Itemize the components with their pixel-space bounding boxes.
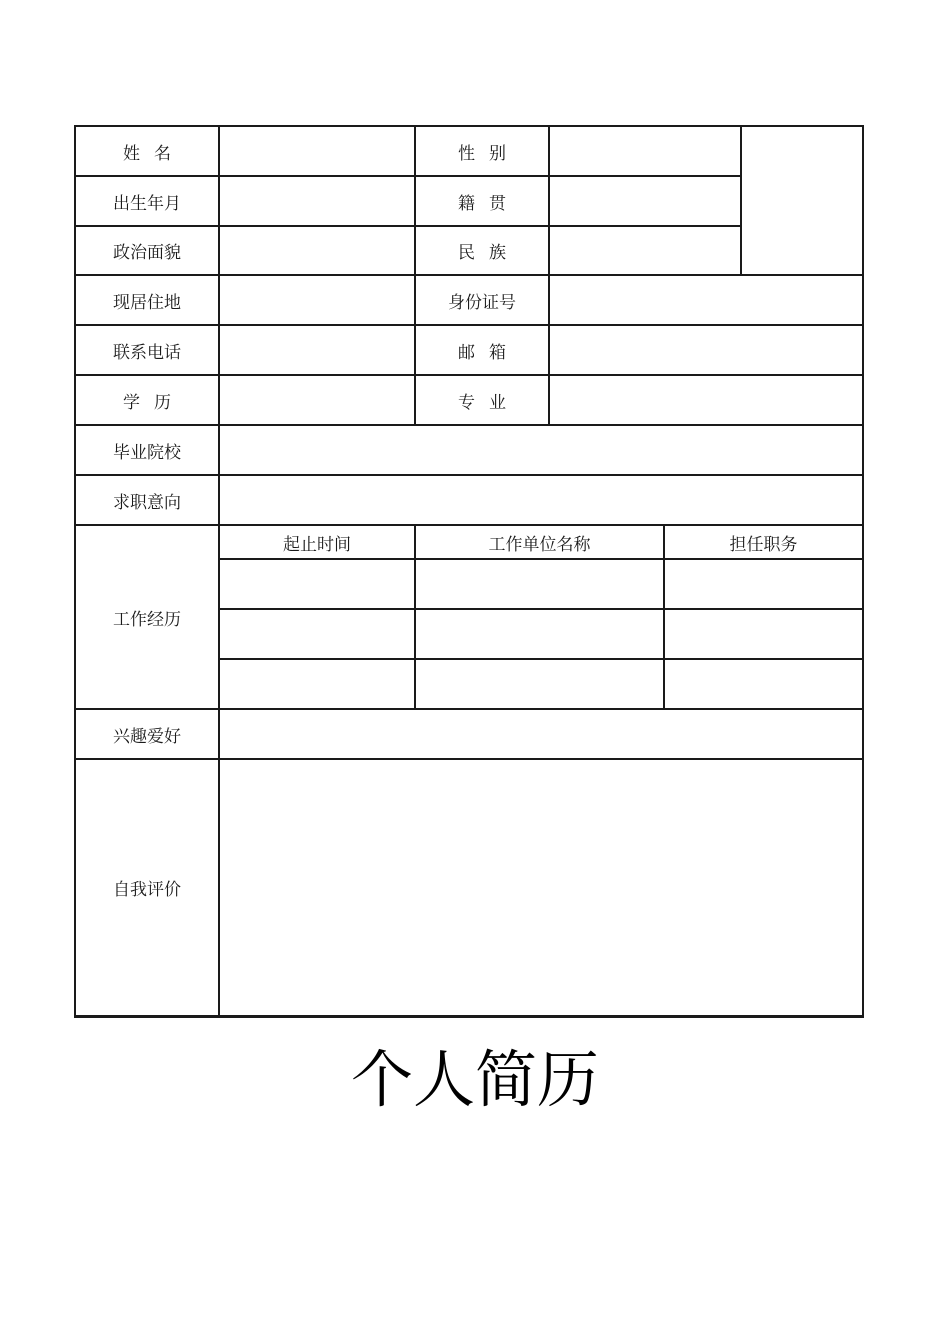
work-col-position-header bbox=[663, 524, 864, 560]
school-label-text: 毕业院校 bbox=[113, 442, 181, 463]
work-row-3-period[interactable] bbox=[218, 658, 416, 710]
hobbies-label bbox=[74, 708, 220, 760]
major-label-text: 专业 bbox=[458, 392, 520, 413]
gender-label-text: 性别 bbox=[458, 143, 520, 164]
birth-label-text: 出生年月 bbox=[113, 193, 181, 214]
phone-label bbox=[74, 324, 220, 376]
job-intent-field[interactable] bbox=[218, 474, 864, 526]
id-number-label bbox=[414, 274, 550, 326]
gender-label bbox=[414, 125, 550, 177]
work-row-3-position[interactable] bbox=[663, 658, 864, 710]
birth-label bbox=[74, 175, 220, 227]
document-title: 个人简历 bbox=[350, 1043, 599, 1116]
phone-label-text: 联系电话 bbox=[113, 342, 181, 363]
address-label bbox=[74, 274, 220, 326]
work-row-1-period[interactable] bbox=[218, 558, 416, 610]
phone-field[interactable] bbox=[218, 324, 416, 376]
work-experience-label bbox=[74, 524, 220, 710]
email-field[interactable] bbox=[548, 324, 864, 376]
political-status-field[interactable] bbox=[218, 225, 416, 276]
work-col-position-text: 担任职务 bbox=[729, 534, 798, 555]
ethnicity-label bbox=[414, 225, 550, 276]
self-evaluation-field[interactable] bbox=[218, 758, 864, 1018]
work-row-2-company[interactable] bbox=[414, 608, 665, 660]
name-field[interactable] bbox=[218, 125, 416, 177]
work-row-1-position[interactable] bbox=[663, 558, 864, 610]
ethnicity-label-text: 民族 bbox=[458, 243, 520, 263]
native-place-label-text: 籍贯 bbox=[458, 193, 520, 214]
work-row-3-company[interactable] bbox=[414, 658, 665, 710]
native-place-field[interactable] bbox=[548, 175, 742, 227]
gender-field[interactable] bbox=[548, 125, 742, 177]
education-label bbox=[74, 374, 220, 426]
education-label-text: 学历 bbox=[123, 392, 185, 413]
work-col-company-text: 工作单位名称 bbox=[488, 534, 591, 555]
work-row-2-period[interactable] bbox=[218, 608, 416, 660]
work-col-period-text: 起止时间 bbox=[283, 534, 351, 555]
hobbies-field[interactable] bbox=[218, 708, 864, 760]
photo-box[interactable] bbox=[740, 125, 864, 276]
id-number-label-text: 身份证号 bbox=[448, 292, 516, 313]
email-label-text: 邮箱 bbox=[458, 342, 520, 363]
birth-field[interactable] bbox=[218, 175, 416, 227]
school-label bbox=[74, 424, 220, 476]
email-label bbox=[414, 324, 550, 376]
political-status-label bbox=[74, 225, 220, 276]
work-row-2-position[interactable] bbox=[663, 608, 864, 660]
name-label-text: 姓名 bbox=[123, 143, 185, 164]
school-field[interactable] bbox=[218, 424, 864, 476]
ethnicity-field[interactable] bbox=[548, 225, 742, 276]
id-number-field[interactable] bbox=[548, 274, 864, 326]
work-col-company-header bbox=[414, 524, 665, 560]
work-row-1-company[interactable] bbox=[414, 558, 665, 610]
hobbies-label-text: 兴趣爱好 bbox=[113, 726, 181, 747]
address-field[interactable] bbox=[218, 274, 416, 326]
job-intent-label bbox=[74, 474, 220, 526]
self-evaluation-label bbox=[74, 758, 220, 1018]
native-place-label bbox=[414, 175, 550, 227]
work-experience-label-text: 工作经历 bbox=[113, 609, 181, 630]
major-field[interactable] bbox=[548, 374, 864, 426]
address-label-text: 现居住地 bbox=[113, 292, 181, 313]
major-label bbox=[414, 374, 550, 426]
job-intent-label-text: 求职意向 bbox=[113, 492, 181, 513]
education-field[interactable] bbox=[218, 374, 416, 426]
political-status-label-text: 政治面貌 bbox=[113, 243, 181, 263]
name-label bbox=[74, 125, 220, 177]
self-evaluation-label-text: 自我评价 bbox=[113, 880, 181, 900]
work-col-period-header bbox=[218, 524, 416, 560]
